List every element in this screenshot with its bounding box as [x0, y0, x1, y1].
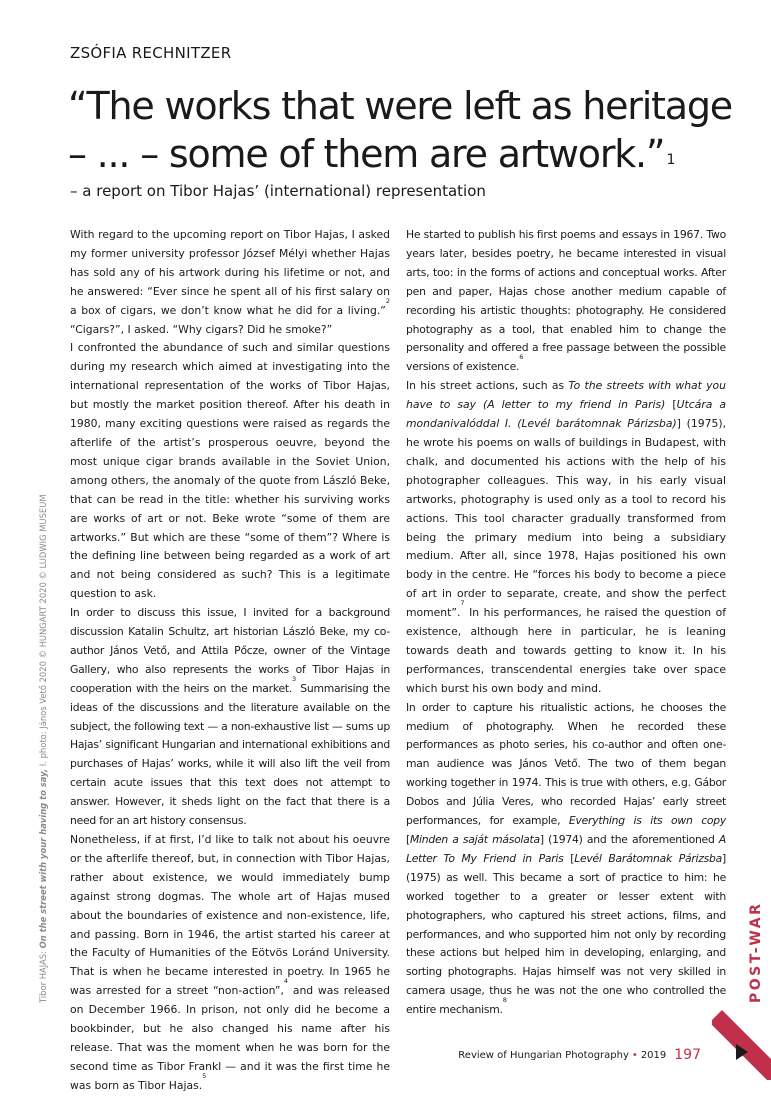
- title-footnote-ref[interactable]: 1: [666, 152, 676, 168]
- caption-artist: Tibor HAJAS:: [38, 948, 48, 1003]
- paragraph-5: [406, 226, 726, 377]
- caption-credits: I. photo: János Vető 2020 © HUNGART 2020 © LUDWIG MUSEUM: [38, 494, 48, 769]
- text-run: In his performances, he raised the question of existence, although here in particular, he is leaning towards death and towards getting to know it. In his performances, transcendental energies take over space which burst his own body and mind.: [406, 606, 726, 695]
- text-run: With regard to the upcoming report on Tibor Hajas, I asked my former university professor József Mélyi whether Hajas has sold any of his artwork during his lifetime or not, and he answered: “Ever since he spent all of his first salary on a box of cigars, we don’t know what he did for a living.”: [70, 228, 390, 317]
- title-line-2-text: – ... – some of them are artwork.”: [68, 132, 665, 176]
- footer-separator: •: [631, 1050, 638, 1061]
- text-column-right-content: [406, 226, 726, 1020]
- italic-title: Minden a saját másolata: [409, 833, 540, 846]
- text-run: ] (1974) and the aforementioned: [539, 833, 719, 846]
- text-run: ] (1975) as well. This became a sort of practice to him: he worked together to a greater or lesser extent with photographers, who captured his street actions, films, and performances, and who supported him not only by recording these actions but helped him in developing, enlarging, and sorting photographs. Hajas himself was not very skilled in camera usage, thus he was not the one who controlled the entire mechanism.: [406, 851, 726, 1017]
- italic-title: Everything is its own copy: [568, 814, 727, 828]
- article-subtitle: – a report on Tibor Hajas’ (international) representation: [70, 182, 486, 200]
- text-run: He started to publish his first poems and essays in 1967. Two years later, besides poetry, he became interested in visual arts, too: in the forms of actions and conceptual works. After pen and paper, Hajas chose another medium capable of recording his artistic thoughts: photography. He considered photography as a tool, that enabled him to change the personality and offered a free passage between the possible versions of existence.: [406, 228, 726, 374]
- footnote-ref[interactable]: 5: [202, 1071, 207, 1080]
- title-line-1: “The works that were left as heritage: [68, 84, 732, 128]
- title-line-2: [68, 130, 748, 178]
- paragraph-7: [406, 699, 726, 1020]
- text-column-left: [70, 226, 390, 1096]
- paragraph-6: [406, 377, 726, 698]
- section-label: POST-WAR: [748, 901, 764, 1003]
- footnote-ref[interactable]: 7: [460, 599, 465, 608]
- text-run: “Cigars?”, I asked. “Why cigars? Did he smoke?”: [70, 322, 333, 336]
- text-run: In order to discuss this issue, I invited for a background discussion Katalin Schultz, art historian László Beke, my co-author János Vető, and Attila Pőcze, owner of the Vintage Gallery, who also represents the works of Tibor Hajas in cooperation with the heirs on the market.: [70, 606, 390, 695]
- text-run: Summarising the ideas of the discussions and the literature available on the subject, the following text — a non-exhaustive list — sums up Hajas’ significant Hungarian and international exhibitions and purchases of Hajas’ works, while it will also lift the veil from certain acute issues that this text does not attempt to answer. However, it sheds light on the fact that there is a need for an art history consensus.: [70, 681, 390, 828]
- text-run: In order to capture his ritualistic actions, he chooses the medium of photography. When he recorded these performances as photo series, his co-author and often one-man audience was János Vető. The two of them began working together in 1974. This is true with others, e.g. Gábor Dobos and Júlia Veres, who recorded Hajas’ early street performances, for example,: [406, 700, 726, 828]
- paragraph-3: [70, 604, 390, 831]
- next-page-arrow-icon[interactable]: [736, 1044, 748, 1060]
- text-run: ] (1975), he wrote his poems on walls of buildings in Budapest, with chalk, and documented his actions with the help of his photographer colleagues. This way, in his early visual artworks, photography is used only as a tool to record his actions. This tool character gradually transformed from being the primary medium into being a subsidiary medium. After all, since 1978, Hajas positioned his own body in the centre. He “forces his body to become a piece of art in order to separate, create, and show the perfect moment”.: [406, 417, 726, 620]
- italic-title: Levél Barátomnak Párizsba: [574, 851, 723, 865]
- text-run: and was released on December 1966. In prison, not only did he become a bookbinder, but he also changed his name after his release. That was the moment when he was born for the second time as Tibor Frankl — and it was the first time he was born as Tibor Hajas.: [70, 984, 390, 1092]
- page-number: 197: [674, 1047, 701, 1063]
- publication-year: 2019: [640, 1050, 667, 1061]
- paragraph-1: [70, 226, 390, 339]
- paragraph-2: I confronted the abundance of such and similar questions during my research which aimed at investigating into the international representation of the works of Tibor Hajas, but mostly the market position thereof. After his death in 1980, many exciting questions were raised as regards the afterlife of the artist’s prosperous oeuvre, beyond the most unique cigar brands available in the Soviet Union, among others, the anomaly of the quote from László Beke, that can be read in the title: whether his surviving works are works of art or not. Beke wrote “some of them are artworks.” But which are these “some of them”? Where is the defining line between being regarded as a work of art and not being considered as such? This is a legitimate question to ask.: [70, 341, 390, 601]
- italic-title: To the streets with what you have to say (A letter to my friend in Paris): [406, 379, 726, 412]
- text-run: [: [406, 833, 410, 846]
- footnote-ref[interactable]: 2: [385, 296, 390, 305]
- footnote-ref[interactable]: 3: [292, 674, 296, 683]
- article-title: [68, 82, 748, 178]
- footnote-ref[interactable]: 8: [502, 996, 507, 1005]
- page-footer: [458, 1046, 701, 1062]
- text-run: [: [563, 851, 575, 865]
- paragraph-4: [70, 831, 390, 1096]
- footnote-ref[interactable]: 6: [519, 353, 524, 362]
- publication-name: Review of Hungarian Photography: [458, 1050, 629, 1061]
- footnote-ref[interactable]: 4: [283, 977, 289, 986]
- italic-title: A Letter To My Friend in Paris: [406, 833, 726, 865]
- caption-work-title: On the street with your having to say,: [38, 768, 48, 949]
- text-run: [: [665, 398, 677, 412]
- italic-title: Utcára a mondanivalóddal I. (Levél barátomnak Párizsba): [406, 398, 726, 431]
- author-name: ZSÓFIA RECHNITZER: [70, 44, 232, 62]
- text-run: In his street actions, such as: [406, 379, 569, 393]
- photo-credit-caption: [38, 494, 48, 1003]
- text-run: Nonetheless, if at first, I’d like to talk not about his oeuvre or the afterlife thereof, but, in connection with Tibor Hajas, rather about existence, we would immediately bump against strong dogmas. The whole art of Hajas mused about the boundaries of existence and non-existence, life, and passing. Born in 1946, the artist started his career at the Faculty of Humanities of the Eötvös Loránd University. That is when he became interested in poetry. In 1965 he was arrested for a street “non-action”,: [70, 833, 390, 998]
